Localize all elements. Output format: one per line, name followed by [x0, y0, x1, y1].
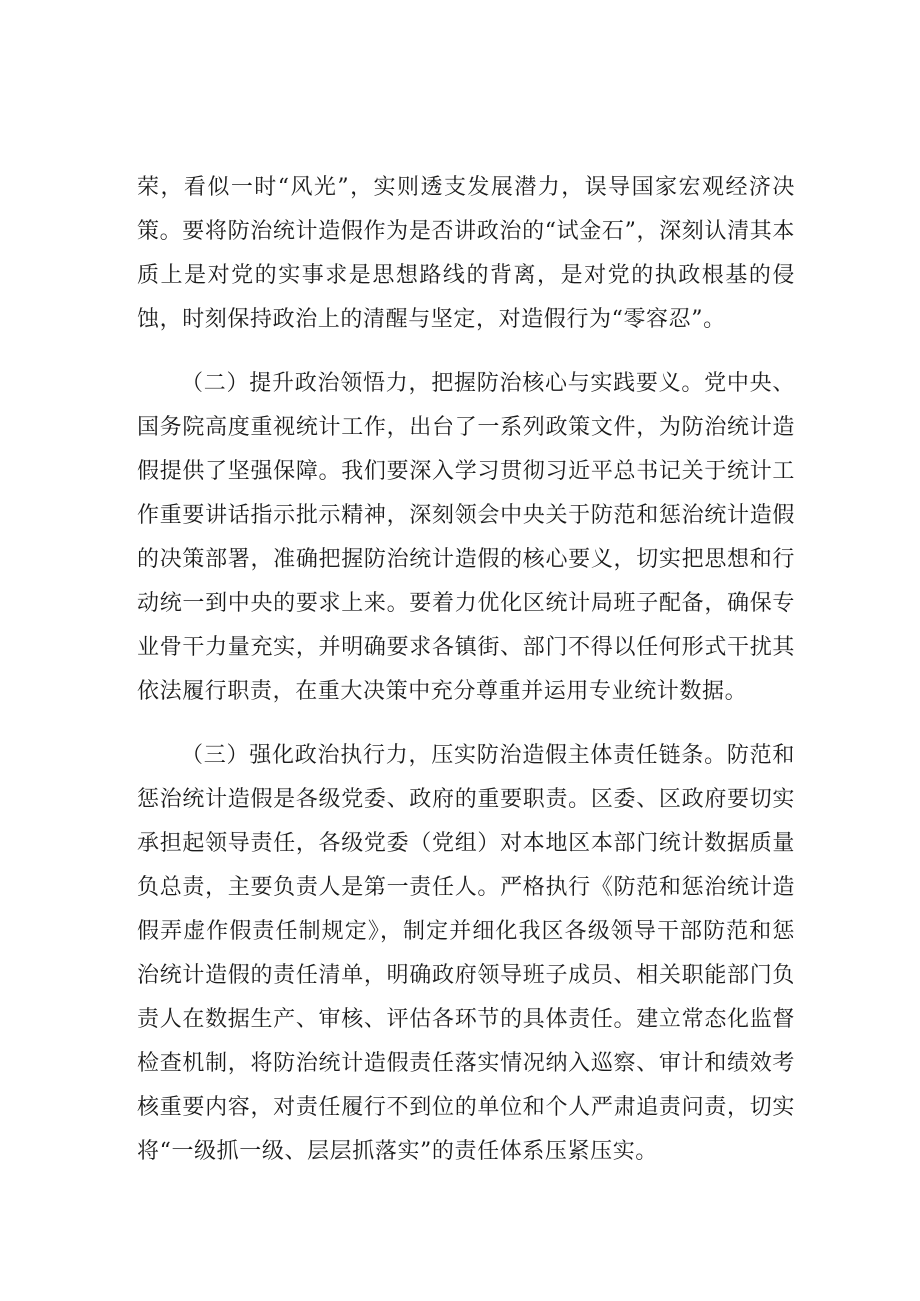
paragraph-continuation: 荣，看似一时“风光”，实则透支发展潜力，误导国家宏观经济决策。要将防治统计造假作为是否讲政治的“试金石”，深刻认清其本质上是对党的实事求是思想路线的背离，是对党的执政根基的侵蚀，时刻保持政治上的清醒与坚定，对造假行为“零容忍”。 [137, 175, 795, 332]
paragraph-section-2: （二）提升政治领悟力，把握防治核心与实践要义。党中央、国务院高度重视统计工作，出台了一系列政策文件，为防治统计造假提供了坚强保障。我们要深入学习贯彻习近平总书记关于统计工作重要讲话指示批示精神，深刻领会中央关于防范和惩治统计造假的决策部署，准确把握防治统计造假的核心要义，切实把思想和行动统一到中央的要求上来。要着力优化区统计局班子配备，确保专业骨干力量充实，并明确要求各镇街、部门不得以任何形式干扰其依法履行职责，在重大决策中充分尊重并运用专业统计数据。 [137, 371, 795, 704]
document-body [137, 166, 795, 1174]
paragraph-section-3: （三）强化政治执行力，压实防治造假主体责任链条。防范和惩治统计造假是各级党委、政府的重要职责。区委、区政府要切实承担起领导责任，各级党委（党组）对本地区本部门统计数据质量负总责，主要负责人是第一责任人。严格执行《防范和惩治统计造假弄虚作假责任制规定》，制定并细化我区各级领导干部防范和惩治统计造假的责任清单，明确政府领导班子成员、相关职能部门负责人在数据生产、审核、评估各环节的具体责任。建立常态化监督检查机制，将防治统计造假责任落实情况纳入巡察、审计和绩效考核重要内容，对责任履行不到位的单位和个人严肃追责问责，切实将“一级抓一级、层层抓落实”的责任体系压紧压实。 [137, 743, 795, 1164]
